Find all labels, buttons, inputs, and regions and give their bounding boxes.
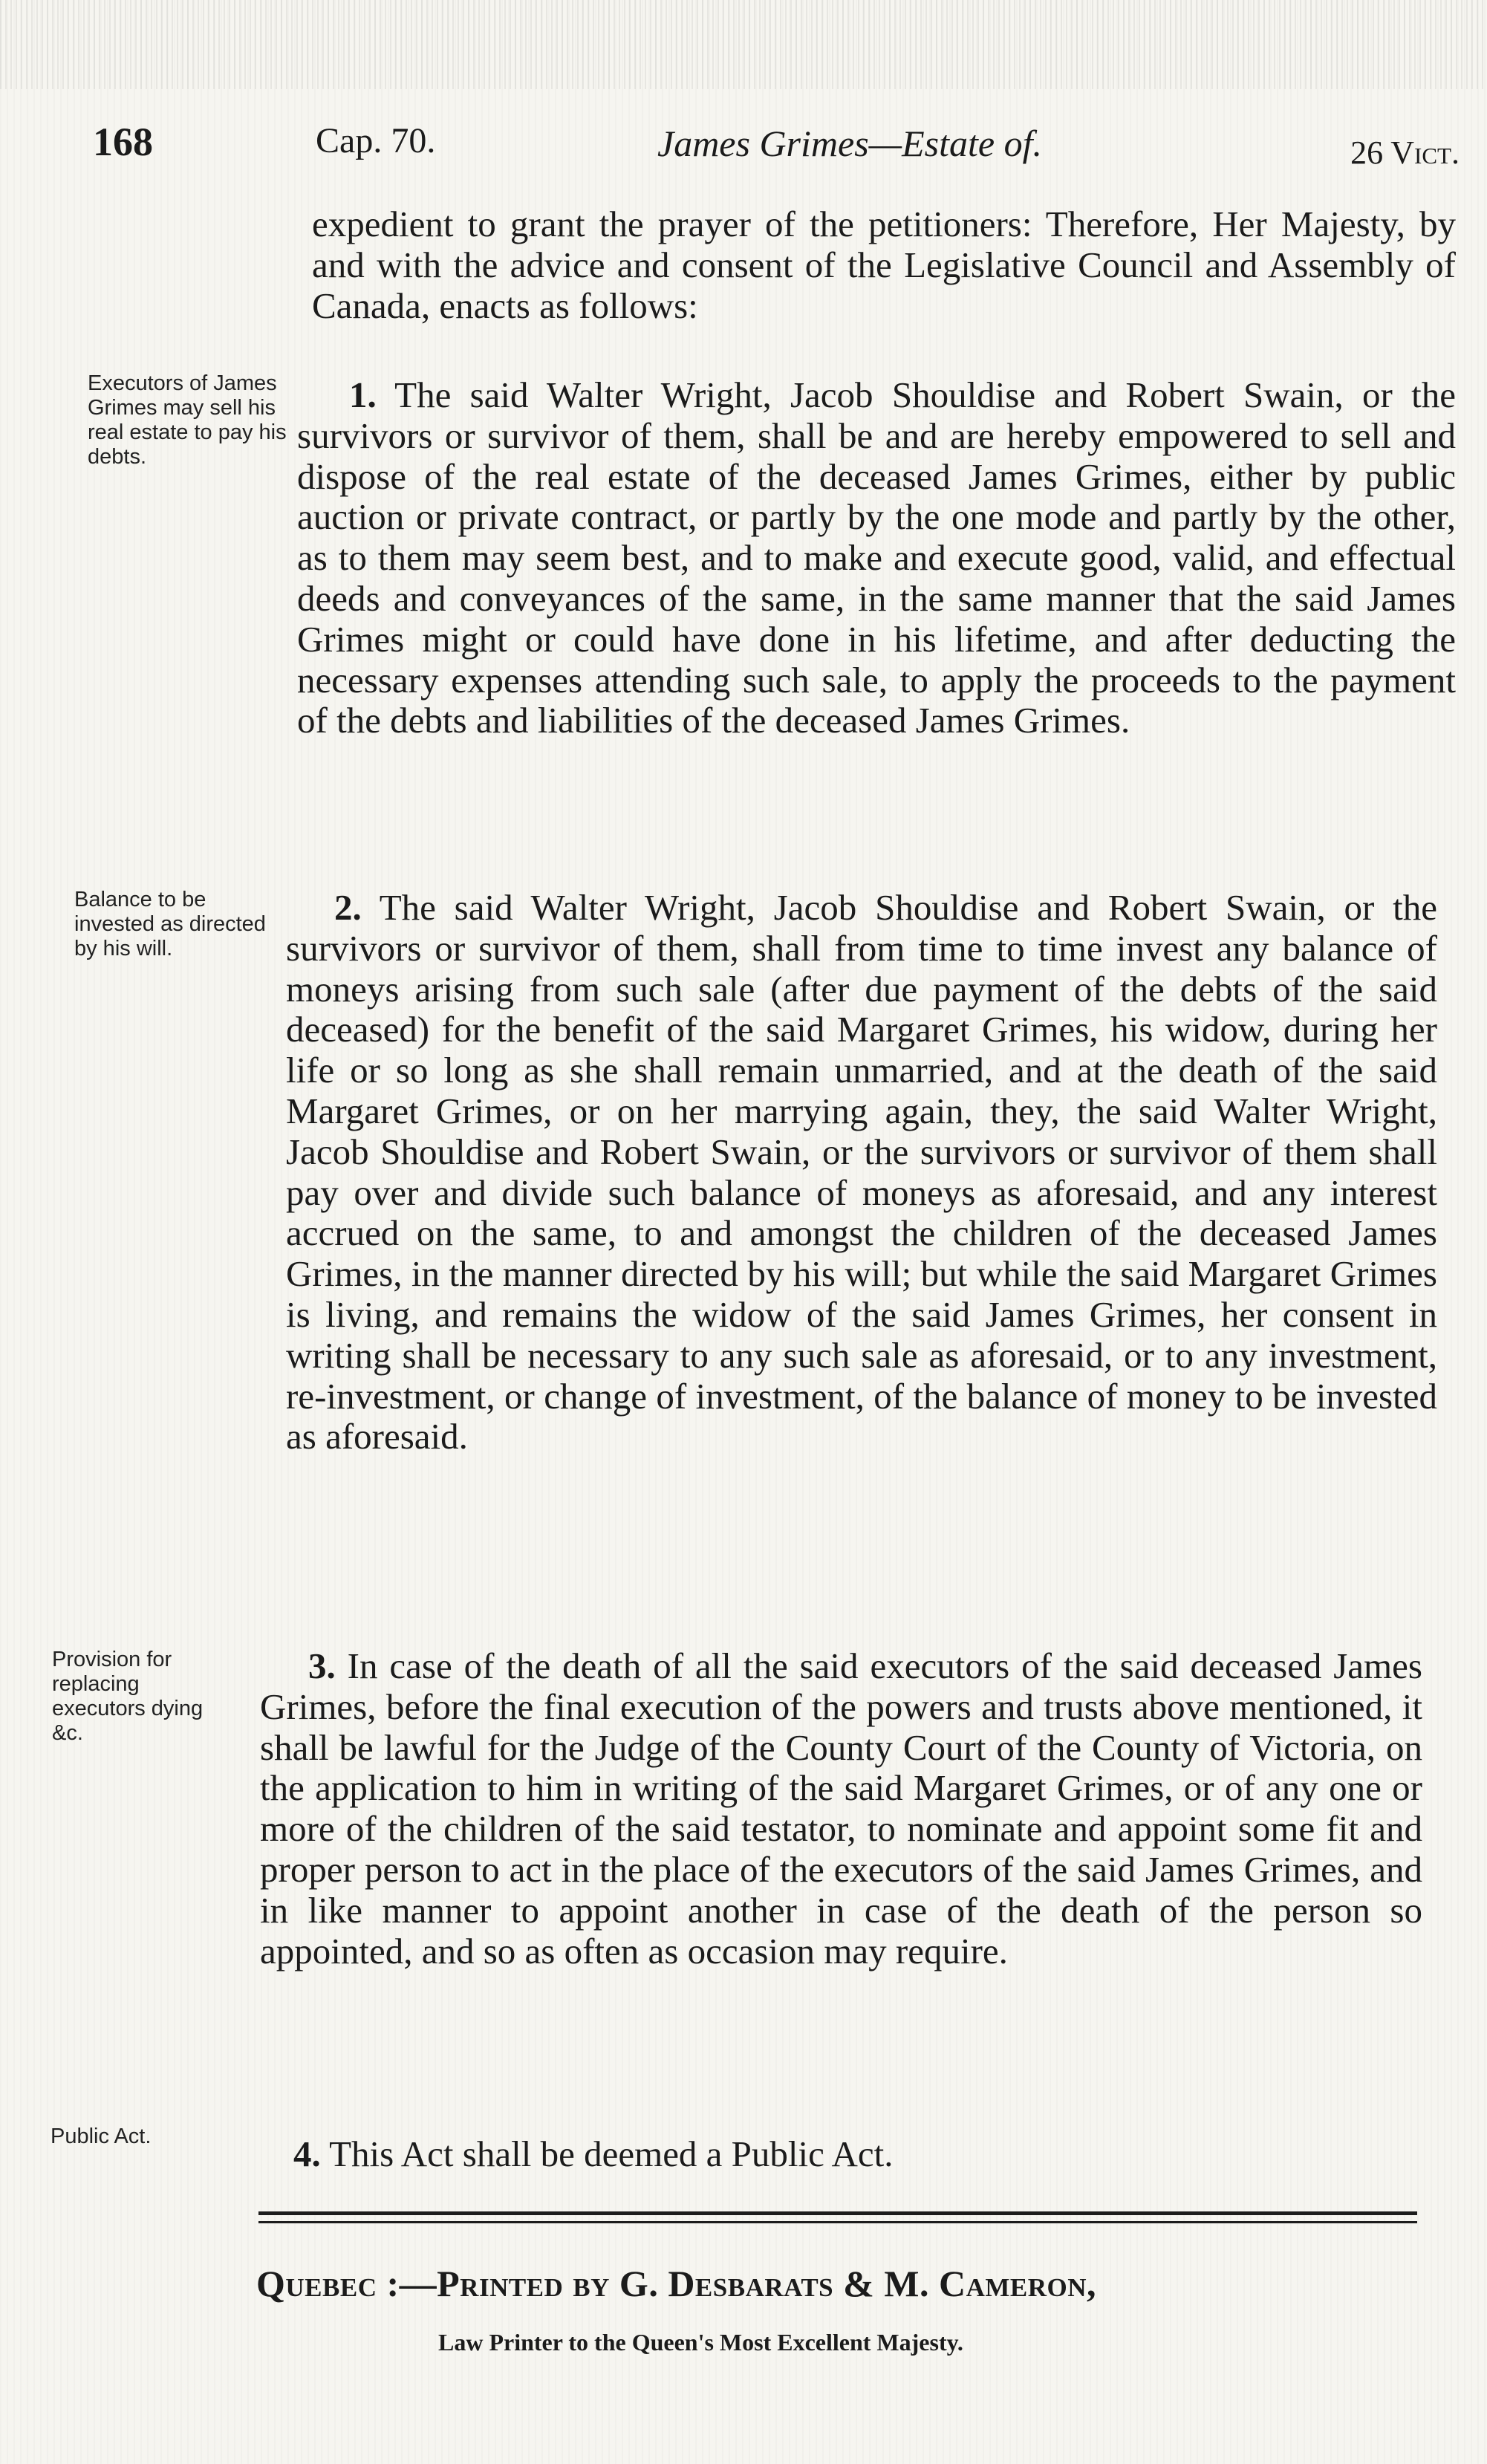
margin-note-section-2: Balance to be invested as directed by his will. [74, 888, 266, 960]
section-4-number: 4. [293, 2133, 321, 2174]
section-3-text: In case of the death of all the said executors of the said deceased James Grimes, before the final execution of the powers and trusts above mentioned, it shall be lawful for the Judge of the County Court of the County of Victoria, on the application to him in writing of the said Margaret Grimes, or of any one or more of the children of the said testator, to nominate and appoint some fit and proper person to act in the place of the executors of the said James Grimes, and in like manner to appoint another in case of the death of the person so appointed, and so as often as occasion may require. [260, 1645, 1422, 1971]
scan-edge-noise [0, 0, 1487, 89]
section-2-text: The said Walter Wright, Jacob Shouldise and Robert Swain, or the survivors or survivor of them, shall from time to time invest any balance of moneys arising from such sale (after due payment of the debts of the said deceased) for the benefit of the said Margaret Grimes, his widow, during her life or so long as she shall remain unmarried, and at the death of the said Margaret Grimes, or on her marrying again, they, the said Walter Wright, Jacob Shouldise and Robert Swain, or the survivors or survivor of them shall pay over and divide such balance of moneys as aforesaid, and any interest accrued on the same, to and amongst the children of the deceased James Grimes, in the manner directed by his will; but while the said Margaret Grimes is living, and remains the widow of the said James Grimes, her consent in writing shall be necessary to any such sale as aforesaid, or to any investment, re-investment, or change of investment, of the balance of money to be invested as aforesaid. [286, 887, 1437, 1457]
imprint-line: Quebec :—Printed by G. Desbarats & M. Cameron, [256, 2263, 1097, 2304]
printer-line: Law Printer to the Queen's Most Excellent Majesty. [438, 2329, 963, 2356]
closing-rule-top [258, 2211, 1417, 2215]
running-header [93, 119, 1460, 178]
margin-note-section-4: Public Act. [51, 2125, 152, 2148]
page-number: 168 [93, 120, 153, 164]
margin-note-section-3: Provision for replacing executors dying &c. [52, 1648, 204, 1745]
preamble-text: expedient to grant the prayer of the petitioners: Therefore, Her Majesty, by and with the advice and consent of the Legislative Council and Assembly of Canada, enacts as follows: [312, 204, 1456, 326]
chapter-number: Cap. 70. [316, 121, 436, 160]
margin-note-section-1: Executors of James Grimes may sell his real estate to pay his debts. [88, 371, 287, 469]
section-3 [260, 1646, 1422, 1971]
section-3-number: 3. [308, 1645, 336, 1686]
section-2-number: 2. [334, 887, 362, 928]
section-1-number: 1. [349, 374, 377, 415]
section-4-text: This Act shall be deemed a Public Act. [329, 2133, 894, 2174]
section-4 [293, 2134, 1408, 2175]
closing-rule-bottom [258, 2221, 1417, 2223]
regnal-year: 26 Vict. [1350, 134, 1460, 171]
section-2 [286, 888, 1437, 1457]
section-1-text: The said Walter Wright, Jacob Shouldise and Robert Swain, or the survivors or survivor of them, shall be and are hereby empowered to sell and dispose of the real estate of the deceased James Grimes, either by public auction or private contract, or partly by the one mode and partly by the other, as to them may seem best, and to make and execute good, valid, and effectual deeds and conveyances of the same, in the same manner that the said James Grimes might or could have done in his lifetime, and after deducting the necessary expenses attending such sale, to apply the proceeds to the payment of the debts and liabilities of the deceased James Grimes. [297, 374, 1456, 741]
running-title: James Grimes—Estate of. [657, 123, 1042, 164]
section-1 [297, 375, 1456, 741]
